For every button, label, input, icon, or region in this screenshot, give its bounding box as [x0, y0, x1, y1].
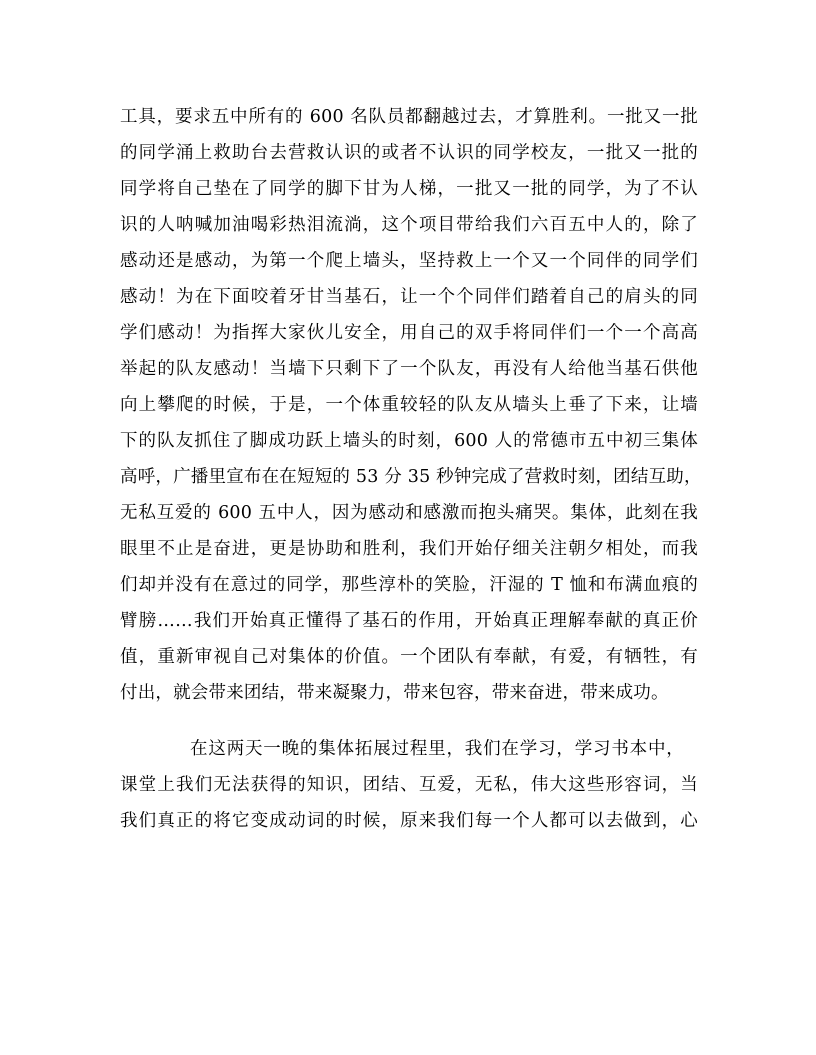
text-line: 高呼，广播里宣布在在短短的 53 分 35 秒钟完成了营救时刻，团结互助， [120, 467, 702, 487]
text-line: 我们真正的将它变成动词的时候，原来我们每一个人都可以去做到，心 [120, 811, 698, 831]
text-line: 的同学涌上救助台去营救认识的或者不认识的同学校友，一批又一批的 [120, 143, 698, 163]
text-line: 识的人呐喊加油喝彩热泪流淌，这个项目带给我们六百五中人的，除了 [120, 215, 698, 235]
text-line: 下的队友抓住了脚成功跃上墙头的时刻，600 人的常德市五中初三集体 [120, 431, 698, 451]
text-line: 工具，要求五中所有的 600 名队员都翻越过去，才算胜利。一批又一批 [120, 107, 698, 127]
paragraph-first-line: 在这两天一晚的集体拓展过程里，我们在学习，学习书本中， [190, 739, 684, 759]
text-line: 值，重新审视自己对集体的价值。一个团队有奉献，有爱，有牺牲，有 [120, 647, 698, 667]
text-line: 们却并没有在意过的同学，那些淳朴的笑脸，汗湿的 T 恤和布满血痕的 [120, 575, 698, 595]
text-line: 举起的队友感动！当墙下只剩下了一个队友，再没有人给他当基石供他 [120, 359, 698, 379]
text-line: 感动还是感动，为第一个爬上墙头，坚持救上一个又一个同伴的同学们 [120, 251, 698, 271]
text-line: 同学将自己垫在了同学的脚下甘为人梯，一批又一批的同学，为了不认 [120, 179, 698, 199]
paragraph-end-line: 付出，就会带来团结，带来凝聚力，带来包容，带来奋进，带来成功。 [120, 683, 669, 703]
text-line: 无私互爱的 600 五中人，因为感动和感激而抱头痛哭。集体，此刻在我 [120, 503, 698, 523]
text-line: 学们感动！为指挥大家伙儿安全，用自己的双手将同伴们一个一个高高 [120, 323, 698, 343]
text-line: 眼里不止是奋进，更是协助和胜利，我们开始仔细关注朝夕相处，而我 [120, 539, 698, 559]
text-line: 感动！为在下面咬着牙甘当基石，让一个个同伴们踏着自己的肩头的同 [120, 287, 698, 307]
text-line: 臂膀……我们开始真正懂得了基石的作用，开始真正理解奉献的真正价 [120, 611, 698, 631]
text-line: 向上攀爬的时候，于是，一个体重较轻的队友从墙头上垂了下来，让墙 [120, 395, 698, 415]
text-line: 课堂上我们无法获得的知识，团结、互爱，无私，伟大这些形容词，当 [120, 775, 698, 795]
